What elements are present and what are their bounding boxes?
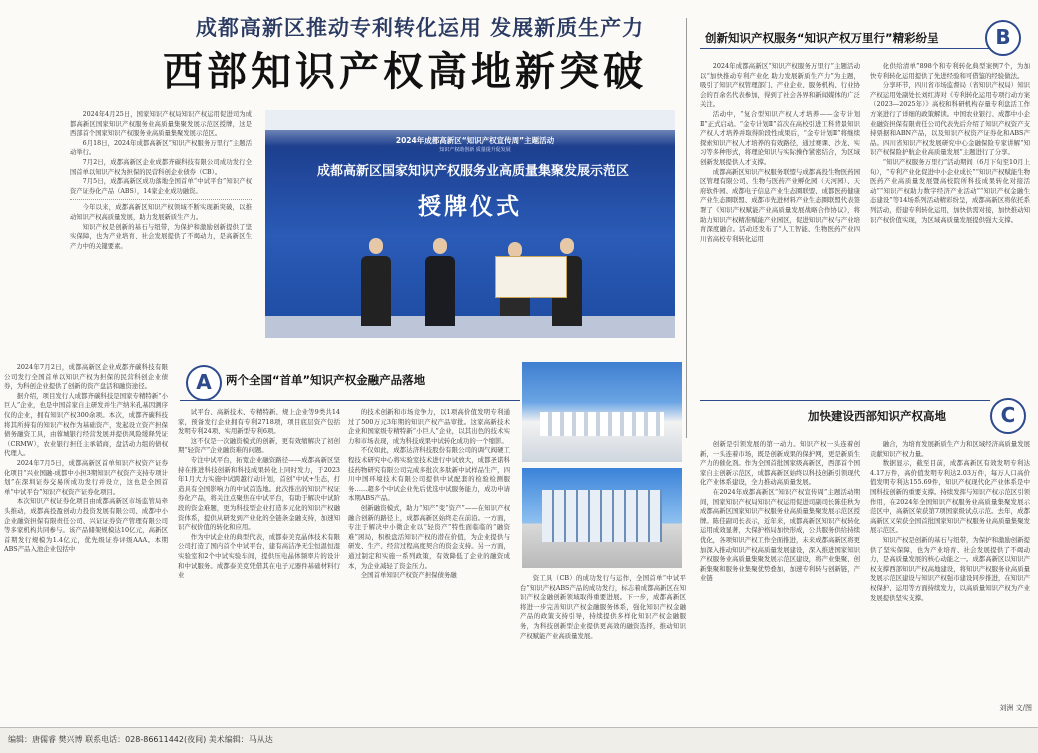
lead-column [70,110,252,350]
section-b-title: 创新知识产权服务“知识产权万里行”精彩纷呈 [705,31,939,45]
footer-credits: 编辑：唐儒睿 樊兴博 联系电话：028-86611442(夜间) 美术编辑：马从达 [8,735,273,744]
body-paragraph: 在2024年成都高新区“知识产权宣传周”主题活动期间，国家知识产权局知识产权运用促进司副司长陈佳秋为成都高新区国家知识产权服务业高质量集聚发展示范区授牌。陈佳副司长表示，近年来，成都高新区知识产权转化运用成效显著，大保护格局加快形成，公共服务供给持续优化，各项知识产权工作全面推进，未来成都高新区将更加深入推动知识产权高质量发展建设，深入推进国家知识产权服务业高质量集聚发展示范区建设，将产业集聚、创新集聚和服务业集聚优势叠加，加速专利转与创新链，产业链 [700,487,860,583]
body-paragraph: 2024年7月2日，成都高新区企业成都齐碳科技有限公司发行全国首单以知识产权为担保的民营科创企业债券，为科创企业提供了创新的资产盘活和融资途径。 [4,363,168,391]
body-paragraph: 化供给清单”898个和专利转化典型案例7个，为加快专利转化运用提供了先进经验和可借鉴的经验做法。 [870,62,1030,80]
body-paragraph: 成都高新区知识产权服务联盟与成都高投生物医药园区管理有限公司、生物与医药产业孵化园（天河园）、天府软件园、成都电子信息产业生态圈联盟、成都医药健康产业生态圈联盟、成都市先进材料产业生态圈联盟代表签署了《知识产权赋能产业高质量发展战略合作协议》，将助力知识产权精准赋能产业园区，促进知识产权与产业培育深度融合。活动还发布了“人工智能、生物医药产业四川省高校专利转化运用 [700,167,860,243]
body-paragraph: 本次知识产权证券化项目由成都高新区市场监管局牵头推动，成都高投盈创动力投资发展有限公司、成都中小企业融资担保有限责任公司、兴证证券资产管理有限公司等多家机构共同参与。该产品储架规模达10亿元，高新区首期发行规模为1.4亿元，优先级证券评级AAA。本期ABS产品入池企业包括中 [4,497,168,554]
body-paragraph: 分享环节，四川省市场监督局（省知识产权局）知识产权运用处副处长刘红涛对《专利转化运用专项行动方案（2023—2025年）》高校和科研机构存量专利盘活工作方案进行了详细的政策解读。中国农业银行、成都中小企业融资担保有限责任公司代表先后介绍了知识产权资产支持票据和ABN产品，以及知识产权资产证券化和ABS产品。四川省知识产权发展研究中心金融保险专家讲解“知识产权保险护航企业高质量发展”主题进行了分享。 [870,81,1030,157]
lead-paragraph: 7月5日，成都高新区成功落地全国首单“中试平台”知识产权资产证券化产品（ABS），14家企业成功融资。 [70,178,252,195]
body-paragraph: 活动中，“复合型知识产权人才培养——金专计划Ⅱ”正式启动。“金专计划Ⅱ”首次在高校引进工科背景知识产权人才培养并取得阶段性成果后，“金专计划Ⅱ”将继续探索知识产权人才培养的有效路径，通过赛课、沙龙、实习等多种形式，将理论知识与实际操作紧密结合，为区域创新发展提供人才支撑。 [700,109,860,166]
photo-stage [265,316,675,338]
body-paragraph: 作为中试企业的典型代表，成都泰美克晶体技术有限公司打造了国内首个中试平台，建有高洁净无尘恒温恒湿实验室和2个中试实验车间，提供压电晶体频率片的设计和中试服务。成都泰美克凭借其在电子元器件基础材料行业 [178,532,340,580]
column-divider [686,18,687,438]
section-a-column-3 [348,408,510,720]
section-c-column-1 [700,440,860,710]
section-c-title: 加快建设西部知识产权高地 [808,409,946,423]
section-a-column-1 [4,363,168,721]
body-paragraph: 2024年7月5日，成都高新区首单知识产权资产证券化项目“兴业国融-成都中小担3期知识产权资产支持专项计划”在深圳证券交易所成功发行并设立，这也是全国首单“中试平台”知识产权资产证券化项目。 [4,458,168,496]
section-b-badge: B [985,20,1021,56]
lead-paragraph: 2024年4月25日，国家知识产权局知识产权运用促进司为成都高新区国家知识产权服务业高质量集聚发展示范区授牌，这是西部首个国家知识产权服务业高质量集聚发展示范区。 [70,111,252,138]
body-paragraph: 2024年成都高新区“知识产权服务万里行”主题活动以“加快推动专利产业化 助力发展新质生产力”为主题，吸引了知识产权管理部门、产业企业、服务机构、行业协会的百余名代表参加，得到了社会各界和新闻媒体的广泛关注。 [700,62,860,109]
section-a-rule [180,400,520,401]
photo-banner-text: 成都高新区国家知识产权服务业高质量集聚发展示范区 [316,164,629,179]
lead-paragraph: 今年以来，成都高新区知识产权领域不断实现新突破，以推动知识产权高质量发展，助力发展新质生产力。 [70,199,252,222]
body-paragraph: “知识产权服务万里行”活动期间（6月下旬至10月上旬），“专利产业化促进中小企业成长”“知识产权赋能生物医药产业高质量发展暨高校院所科技成果转化对接活动”“知识产权助力数字经济产业活动”“知识产权金融生态建设”等14场系列活动精彩纷呈，成都高新区将依托系列活动，搭建专利转化运用，加快供需对接，加快推动知识产权价值实现，为区域高质量发展提供强大支撑。 [870,157,1030,224]
section-b-column-2 [870,62,1030,388]
section-a-title: 两个全国“首单”知识产权金融产品落地 [226,373,426,387]
body-paragraph: 知识产权是创新的基石与纽带，为保护和激励创新提供了坚实保障，也为产业培育、社会发展提供了不竭动力，是高质量发展的核心动能之一。成都高新区以知识产权支撑西部知识产权高地建设，将知识产权服务业高质量发展示范区建设与知识产权强市建设同步推进，在知识产权保护、运用等方面持续发力，以高质量知识产权为产业发展提供坚实支撑。 [870,535,1030,602]
body-paragraph: 试平台、高新技术、专精特新、规上企业等9类共14家，预备发行企业拥有专利2718项，项目底层资产包括发明专利24项、实用新型专利6项。 [178,408,340,436]
body-paragraph: 创新融资模式，助力“知产”变“资产”——在知识产权融合创新的路径上，成都高新区始终走在前沿。一方面，专注于解决中小微企业以“轻资产”特性面临临的“融资难”困局，积极盘活知识产权的潜在价值，为企业提供与研发、生产、经营过程高度契合的资金支持。另一方面，通过制定和实施一系列政策，有效降低了企业的融资成本，为企业减轻了资金压力。 [348,503,510,570]
main-headline: 西部知识产权高地新突破 [163,49,647,95]
photo-plaque [495,256,567,298]
section-a-badge: A [186,365,222,401]
body-paragraph: 专注中试平台，拓宽企业融资路径——成都高新区坚持在推进科技创新和科技成果转化上同时发力，于2023年1月大力实施中试跨越行动计划，首创“中试+生态，打造具有全国影响力的中试首选地。此次推出的知识产权证券化产品，将关注点聚焦在中试平台，有助于解决中试阶段的资金难题，更为科技型企业打造多元化的知识产权融资体系，提供从研发到产业化的全链条金融支持，加速知识产权价值的转化和应用。 [178,455,340,532]
event-photo-stage [522,362,682,462]
photo-event-subtitle: 知识产权助创新 质量提升促发展 [439,147,511,153]
photo-ceremony-text: 授牌仪式 [418,194,522,220]
byline: 刘洲 文/图 [999,704,1032,712]
body-paragraph: 不仅如此，成都达济科技股份有限公司的调气阀硬工程技术研究中心将实验室技术进行中试放大，成都圣诺科技药物研究有限公司完成多批次多肽新中试样品生产，四川中国环境技术有限公司提供中试配套的检验检测服务……超多个中试企业先后优选中试服务能力，成功申请本期ABS产品。 [348,446,510,503]
body-paragraph: 数据显示，截至目前，成都高新区有效发明专利达4.17万件，高价值发明专利达2.03万件，每万人口高价值发明专利达155.69件，知识产权现代化产业体系是中国科技创新的重要支撑。持续发挥与知识产权示范区引领作用，在2024年全国知识产权服务业高质量集聚发展示范区中，高新区荣获第7项国家级试点示范。去年，成都高新区又荣获全国首批国家知识产权服务业高质量集聚发展示范区。 [870,459,1030,535]
photo-building [542,490,662,542]
body-paragraph: 这不仅是一次融资模式的创新，更有效缩解决了初创期“轻资产”企业融资难的问题。 [178,436,340,455]
section-b-column-1 [700,62,860,388]
ceremony-photo [265,110,675,338]
body-paragraph: 据介绍，项目发行人成都齐碳科技是国家专精特新“小巨人”企业，也是中国首家自主研发并生产纳米孔基因测序仪的企业，拥有知识产权300余项。本次，成都齐碳科技将其所持有的知识产权作为基础资产，发起设立资产担保债务融资工具，由蓉城银行经营发展并提供风险缓释凭证（CRMW），农业银行担任主承销商，盘活动力组的债权代理人。 [4,391,168,458]
lead-paragraph: 6月18日，2024年成都高新区“知识产权服务万里行”主题活动举行。 [70,139,252,157]
photo-event-title: 2024年成都高新区“知识产权宣传周”主题活动 [395,136,555,145]
section-c-rule [700,400,990,401]
building-photo [522,468,682,568]
kicker-headline: 成都高新区推动专利转化运用 发展新质生产力 [195,16,645,40]
section-a-column-4 [520,574,686,720]
page-footer [0,727,1038,753]
photo-top-strip [265,110,675,130]
section-a-column-2 [178,408,340,720]
photo-person [361,238,391,326]
body-paragraph: 创新是引领发展的第一动力。知识产权一头连着创新，一头连着市场，既是创新成果的保护网，更是新质生产力的催化剂。作为全国首批国家级高新区，西部首个国家自主创新示范区，成都高新区始终以科技创新引领现代化产业体系建设，全力推动高质量发展。 [700,440,860,487]
lead-paragraph: 7月2日，成都高新区企业成都齐碳科技有限公司成功发行全国首单以知识产权为担保的民营科创企业债券（CB）。 [70,158,252,176]
section-c-column-2 [870,440,1030,700]
photo-person [425,238,455,326]
body-paragraph: 全国首单知识产权资产担保债务融 [360,571,457,580]
body-paragraph: 资工具（CB）的成功发行与运作，全国首单“中试平台”知识产权ABS产品的成功发行，标志着成都高新区在知识产权金融创新领域取得重要进展。下一步，成都高新区将进一步完善知识产权金融服务体系，强化知识产权金融产品的政策支持引导，持续提供多样化知识产权金融服务，为科技创新型企业提供更高效的融资选择，推动知识产权赋能产业高质量发展。 [520,574,686,640]
photo-crowd [540,412,664,436]
body-paragraph: 的技术创新和市场竞争力，以1项高价值发明专利通过了500万元3年期的知识产权产品审批。这家高新技术企业和国家级专精特新“小巨人”企业，以其出色的技术实力和市场表现，成为科技成果中试转化成功的一个缩影。 [348,408,510,445]
lead-paragraph: 知识产权是创新的基石与纽带，为保护和激励创新提供了坚实保障，也为产业培育、社会发展提供了不竭动力，是高新区生产力中的关键要素。 [70,223,252,250]
section-b-rule [700,48,990,49]
section-c-badge: C [990,398,1026,434]
body-paragraph: 融合，为培育发展新质生产力和区域经济高质量发展贡献知识产权力量。 [870,440,1030,458]
